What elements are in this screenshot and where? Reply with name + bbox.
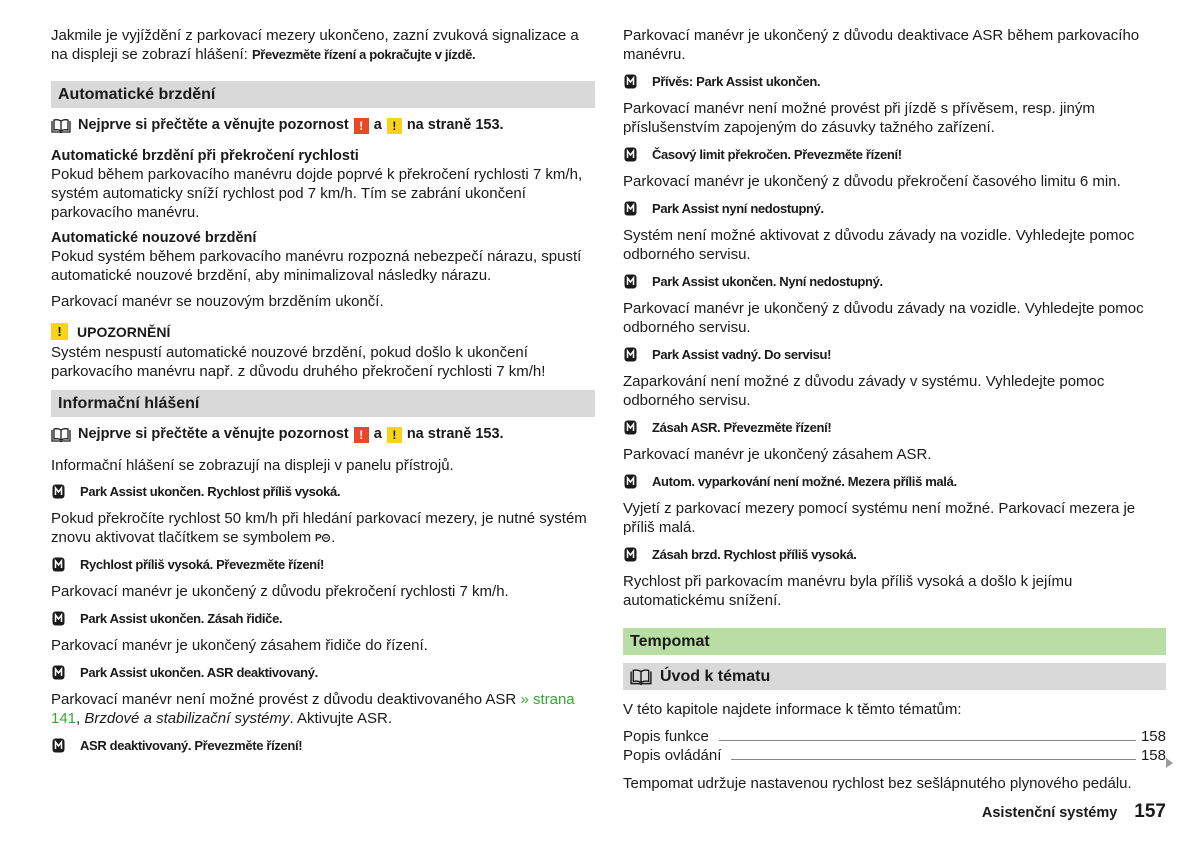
message-text: Časový limit překročen. Převezměte řízení!	[652, 147, 902, 162]
message-row	[623, 344, 1166, 365]
paragraph: Parkovací manévr je ukončený z důvodu překročení časového limitu 6 min.	[623, 173, 1121, 190]
chapter-reference: Brzdové a stabilizační systémy	[84, 710, 290, 727]
display-message-icon	[52, 557, 65, 572]
message-row	[51, 481, 595, 502]
message-text: Park Assist ukončen. Nyní nedostupný.	[652, 274, 883, 289]
message-text: Rychlost příliš vysoká. Převezměte řízení!	[80, 557, 324, 572]
display-message-icon	[624, 347, 637, 362]
message-row	[623, 417, 1166, 438]
display-message-icon	[624, 74, 637, 89]
message-list	[623, 71, 1166, 610]
display-message-icon	[624, 474, 637, 489]
message-text: Park Assist ukončen. Zásah řidiče.	[80, 611, 283, 626]
warning-icon: !	[51, 323, 68, 340]
message-row	[51, 662, 595, 683]
svg-text:P: P	[315, 533, 322, 543]
intro-message: Převezměte řízení a pokračujte v jízdě.	[251, 47, 476, 62]
message-row	[623, 71, 1166, 92]
section-title: Informační hlášení	[58, 394, 200, 412]
left-column	[51, 26, 595, 763]
park-assist-icon	[315, 531, 331, 543]
paragraph: Parkovací manévr není možné provést při jízdě s přívěsem, resp. jiným příslušenstvím zapojeným do zásuvky tažného zařízení.	[623, 100, 1095, 136]
section-heading-info-messages	[51, 390, 595, 417]
page-number: 157	[1134, 801, 1166, 822]
toc-label: Popis ovládání	[623, 747, 722, 764]
message-text: Autom. vyparkování není možné. Mezera příliš malá.	[652, 474, 957, 489]
paragraph: Rychlost při parkovacím manévru byla příliš vysoká a došlo k jejímu automatickému snížení.	[623, 573, 1073, 609]
display-message-icon	[624, 201, 637, 216]
book-icon	[51, 428, 71, 442]
toc-page: 158	[1140, 728, 1166, 745]
message-text: Přívěs: Park Assist ukončen.	[652, 74, 821, 89]
paragraph: Parkovací manévr není možné provést z důvodu deaktivovaného ASR » strana 141, Brzdové a stabilizační systémy. Aktivujte ASR.	[51, 691, 575, 727]
toc-label: Popis funkce	[623, 728, 709, 745]
paragraph: Vyjetí z parkovací mezery pomocí systému není možné. Parkovací mezera je příliš malá.	[623, 500, 1136, 536]
message-row	[623, 271, 1166, 292]
display-message-icon	[52, 738, 65, 753]
message-row	[623, 198, 1166, 219]
message-row	[51, 608, 595, 629]
reference-page[interactable]: na straně 153.	[406, 426, 504, 442]
paragraph: Parkovací manévr je ukončený zásahem ASR.	[623, 446, 932, 463]
message-text: Zásah ASR. Převezměte řízení!	[652, 420, 832, 435]
paragraph: Parkovací manévr je ukončený zásahem řidiče do řízení.	[51, 637, 428, 654]
display-message-icon	[624, 274, 637, 289]
paragraph: Parkovací manévr je ukončený z důvodu překročení rychlosti 7 km/h.	[51, 583, 509, 600]
paragraph: Systém není možné aktivovat z důvodu závady na vozidle. Vyhledejte pomoc odborného servisu.	[623, 227, 1135, 263]
display-message-icon	[624, 420, 637, 435]
display-message-icon	[624, 147, 637, 162]
paragraph: V této kapitole najdete informace k těmto tématům:	[623, 701, 962, 718]
toc-leader	[719, 740, 1136, 741]
paragraph-text: Parkovací manévr není možné provést z důvodu deaktivovaného ASR	[51, 691, 517, 708]
section-heading-tempomat	[623, 628, 1166, 655]
paragraph-text: Pokud překročíte rychlost 50 km/h při hledání parkovací mezery, je nutné systém znovu aktivovat tlačítkem se symbolem	[51, 510, 587, 546]
warning-box-heading	[51, 323, 595, 340]
message-row	[623, 471, 1166, 492]
subheading-emergency-braking: Automatické nouzové brzdění	[51, 230, 257, 246]
reference-line	[51, 425, 595, 444]
paragraph: Zaparkování není možné z důvodu závady v systému. Vyhledejte pomoc odborného servisu.	[623, 373, 1105, 409]
subheading-speed-braking: Automatické brzdění při překročení rychlosti	[51, 148, 359, 164]
message-text: Park Assist ukončen. ASR deaktivovaný.	[80, 665, 318, 680]
reference-text: Nejprve si přečtěte a věnujte pozornost	[78, 426, 349, 442]
warning-yellow-icon: !	[387, 118, 402, 134]
paragraph: Parkovací manévr je ukončený z důvodu závady na vozidle. Vyhledejte pomoc odborného servisu.	[623, 300, 1144, 336]
toc-leader	[731, 759, 1136, 760]
warning-red-icon: !	[354, 427, 369, 443]
next-page-arrow-icon	[1166, 758, 1173, 768]
paragraph-speed-braking: Pokud během parkovacího manévru dojde poprvé k překročení rychlosti 7 km/h, systém automaticky sníží rychlost pod 7 km/h. Tím se zabrání ukončení parkovacího manévru.	[51, 166, 583, 221]
right-column	[623, 26, 1166, 800]
reference-text: Nejprve si přečtěte a věnujte pozornost	[78, 117, 349, 133]
paragraph: Parkovací manévr je ukončený z důvodu deaktivace ASR během parkovacího manévru.	[623, 27, 1140, 63]
section-heading-automatic-braking	[51, 81, 595, 108]
message-row	[51, 554, 595, 575]
paragraph-text-end: . Aktivujte ASR.	[289, 710, 392, 727]
display-message-icon	[52, 611, 65, 626]
warning-title: UPOZORNĚNÍ	[77, 323, 171, 340]
message-text: Park Assist nyní nedostupný.	[652, 201, 824, 216]
paragraph-emergency-end: Parkovací manévr se nouzovým brzděním ukončí.	[51, 293, 384, 310]
warning-yellow-icon: !	[387, 427, 402, 443]
book-icon	[630, 669, 652, 685]
toc-page: 158	[1140, 747, 1166, 764]
reference-page[interactable]: na straně 153.	[406, 117, 504, 133]
section-title: Automatické brzdění	[58, 85, 216, 103]
toc-entry[interactable]	[623, 727, 1166, 746]
message-text: Park Assist vadný. Do servisu!	[652, 347, 832, 362]
paragraph: Pokud překročíte rychlost 50 km/h při hledání parkovací mezery, je nutné systém znovu aktivovat tlačítkem se symbolem P .	[51, 510, 587, 546]
intro-text: Jakmile je vyjíždění z parkovací mezery ukončeno, zazní zvuková signalizace a na displeji se zobrazí hlášení:	[51, 27, 579, 63]
page-footer	[982, 801, 1166, 823]
book-icon	[51, 119, 71, 133]
reference-line	[51, 116, 595, 135]
message-row	[623, 144, 1166, 165]
intro-paragraph	[51, 26, 595, 64]
footer-chapter-title: Asistenční systémy	[981, 805, 1118, 821]
paragraph: Tempomat udržuje nastavenou rychlost bez sešlápnutého plynového pedálu.	[623, 775, 1132, 792]
paragraph-emergency-braking: Pokud systém během parkovacího manévru rozpozná nebezpečí nárazu, spustí automatické nouzové brzdění, aby minimalizoval následky nárazu.	[51, 248, 582, 284]
subsection-heading-intro	[623, 663, 1166, 690]
message-text: ASR deaktivovaný. Převezměte řízení!	[80, 738, 303, 753]
toc-entry[interactable]	[623, 746, 1166, 765]
section-title: Tempomat	[630, 632, 710, 650]
display-message-icon	[624, 547, 637, 562]
warning-red-icon: !	[354, 118, 369, 134]
reference-and: a	[373, 117, 382, 133]
page-link[interactable]: » strana 141	[51, 691, 575, 727]
reference-and: a	[373, 426, 382, 442]
message-row	[51, 735, 595, 756]
subsection-title: Úvod k tématu	[660, 667, 771, 685]
message-text: Zásah brzd. Rychlost příliš vysoká.	[652, 547, 857, 562]
message-row	[623, 544, 1166, 565]
display-message-icon	[52, 665, 65, 680]
info-intro: Informační hlášení se zobrazují na displeji v panelu přístrojů.	[51, 457, 454, 474]
message-text: Park Assist ukončen. Rychlost příliš vysoká.	[80, 484, 341, 499]
warning-text: Systém nespustí automatické nouzové brzdění, pokud došlo k ukončení parkovacího manévru např. z důvodu druhého překročení rychlosti 7 km/h!	[51, 344, 546, 380]
display-message-icon	[52, 484, 65, 499]
